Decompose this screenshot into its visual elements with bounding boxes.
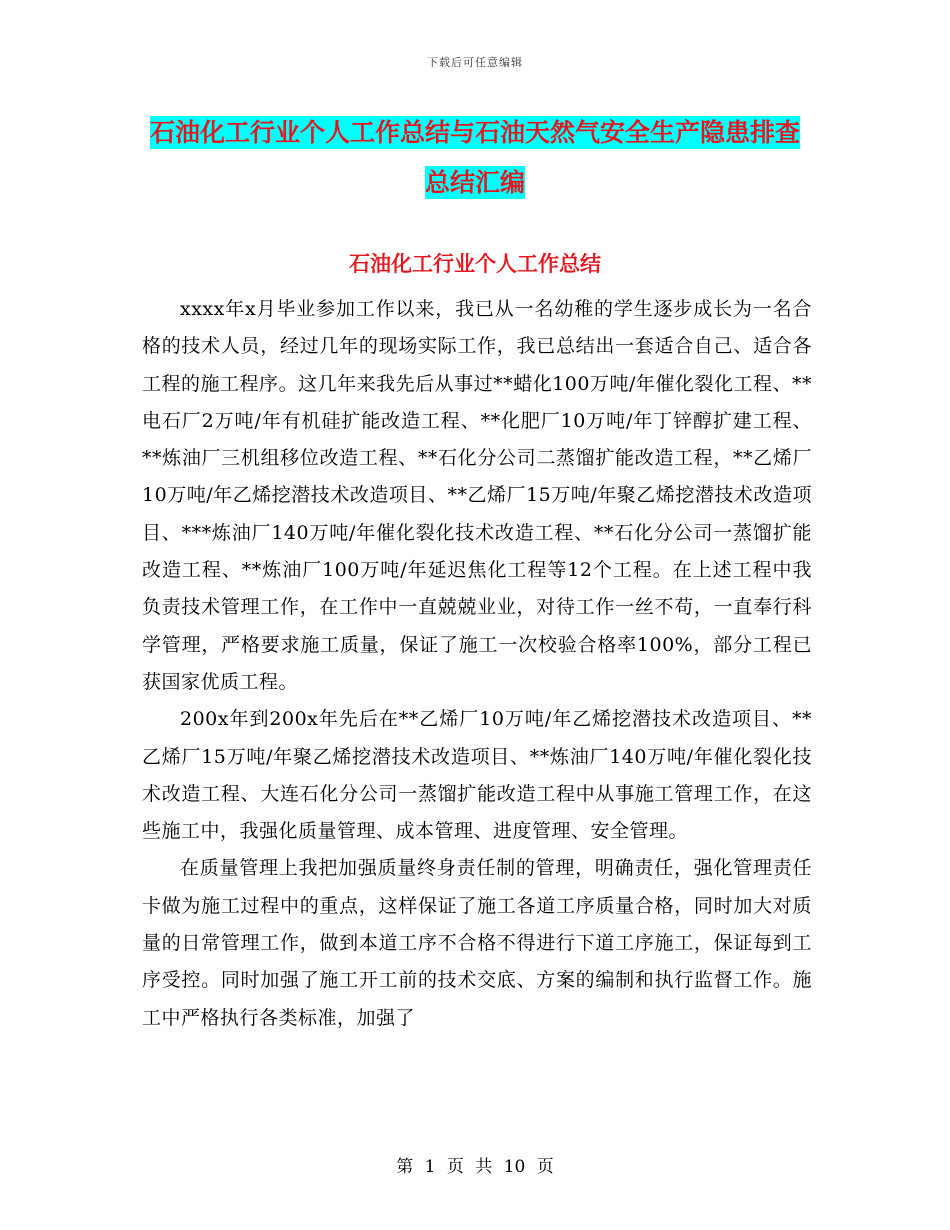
document-body (142, 291, 812, 1037)
document-title-text: 石油化工行业个人工作总结与石油天然气安全生产隐患排查总结汇编 (149, 118, 800, 197)
paragraph-2: 200x年到200x年先后在**乙烯厂10万吨/年乙烯挖潜技术改造项目、**乙烯厂15万吨/年聚乙烯挖潜技术改造项目、**炼油厂140万吨/年催化裂化技术改造工程、大连石化分公司一蒸馏扩能改造工程中从事施工管理工作，在这些施工中，我强化质量管理、成本管理、进度管理、安全管理。 (142, 708, 812, 843)
section-title: 石油化工行业个人工作总结 (349, 252, 601, 276)
paragraph-3: 在质量管理上我把加强质量终身责任制的管理，明确责任，强化管理责任卡做为施工过程中的重点，这样保证了施工各道工序质量合格，同时加大对质量的日常管理工作，做到本道工序不合格不得进行下道工序施工，保证每到工序受控。同时加强了施工开工前的技术交底、方案的编制和执行监督工作。施工中严格执行各类标准，加强了 (142, 857, 812, 1029)
header-note: 下载后可任意编辑 (427, 56, 523, 69)
page-number: 第 1 页 共 10 页 (396, 1157, 554, 1177)
document-title (140, 108, 810, 208)
paragraph-1: xxxx年x月毕业参加工作以来，我已从一名幼稚的学生逐步成长为一名合格的技术人员，经过几年的现场实际工作，我已总结出一套适合自己、适合各工程的施工程序。这几年来我先后从事过**蜡化100万吨/年催化裂化工程、**电石厂2万吨/年有机硅扩能改造工程、**化肥厂10万吨/年丁锌醇扩建工程、**炼油厂三机组移位改造工程、**石化分公司二蒸馏扩能改造工程，**乙烯厂10万吨/年乙烯挖潜技术改造项目、**乙烯厂15万吨/年聚乙烯挖潜技术改造项目、***炼油厂140万吨/年催化裂化技术改造工程、**石化分公司一蒸馏扩能改造工程、**炼油厂100万吨/年延迟焦化工程等12个工程。在上述工程中我负责技术管理工作，在工作中一直兢兢业业，对待工作一丝不苟，一直奉行科学管理，严格要求施工质量，保证了施工一次校验合格率100%，部分工程已获国家优质工程。 (142, 298, 812, 693)
